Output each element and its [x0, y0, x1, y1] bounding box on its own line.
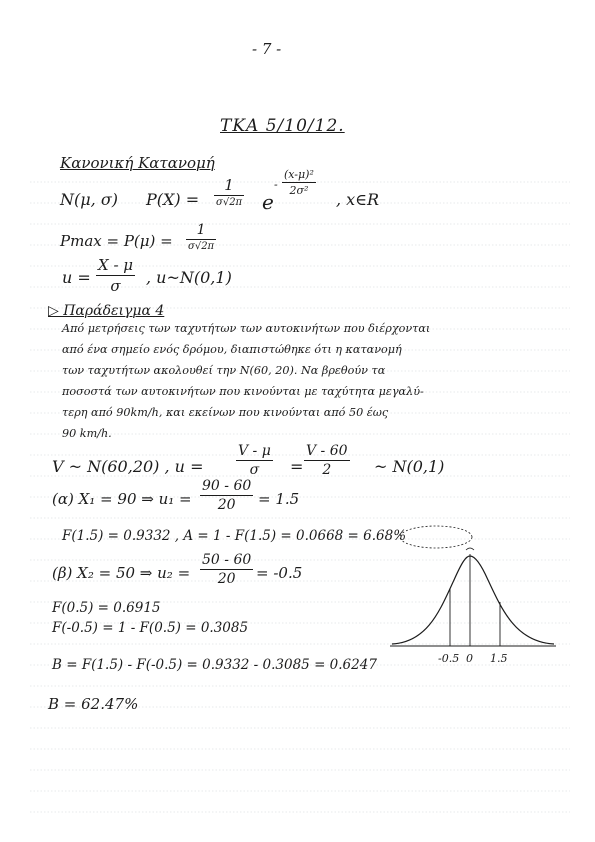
section-title: Κανονική Κατανομή: [60, 154, 215, 172]
example-line: των ταχυτήτων ακολουθεί την N(60, 20). Να βρεθούν τα: [62, 364, 386, 377]
part-b-numerator: 50 - 60: [202, 552, 252, 568]
part-b-bar: [200, 569, 253, 570]
v-distribution-left: V ~ N(60,20) , u =: [52, 457, 204, 476]
v-numerator-2: V - 60: [306, 443, 348, 459]
pdf-exponent: [282, 168, 316, 197]
mean-tick-mark: [466, 548, 474, 550]
part-a-numerator: 90 - 60: [202, 478, 252, 494]
page-number: - 7 -: [252, 40, 282, 58]
pdf-exp-base: e: [262, 190, 274, 214]
v-distribution-right: ~ N(0,1): [374, 457, 445, 476]
z-fraction-bar: [96, 275, 135, 276]
v-fraction-1: [236, 443, 273, 478]
example-line: τερη από 90km/h, και εκείνων που κινούνται από 50 έως: [62, 406, 389, 419]
part-b-denominator: 20: [217, 571, 236, 587]
part-b-setup: (β) X₂ = 50 ⇒ u₂ =: [52, 564, 191, 582]
pdf-fraction-bar: [214, 195, 244, 196]
pdf-exp-numerator: (x-μ)²: [284, 168, 314, 181]
pmax-fraction-bar: [186, 239, 216, 240]
pdf-fraction: [214, 176, 244, 208]
pmax-numerator: 1: [196, 222, 206, 238]
part-a-bar: [200, 495, 253, 496]
v-denominator-2: 2: [322, 462, 332, 478]
pdf-exp-denominator: 2σ²: [289, 184, 309, 197]
part-b-result: = -0.5: [256, 564, 303, 582]
example-heading: ▷ Παράδειγμα 4: [48, 303, 165, 319]
part-a-fraction: [200, 478, 253, 513]
z-denominator: σ: [110, 277, 121, 295]
curve-label-left: -0.5: [438, 652, 460, 665]
pdf-denominator: σ√2π: [216, 197, 243, 208]
part-b-final: B = 62.47%: [48, 695, 139, 713]
curve-label-right: 1.5: [490, 652, 508, 665]
pmax-formula: Pmax = P(μ) =: [60, 232, 173, 250]
example-line: 90 km/h.: [62, 427, 112, 440]
cdf-value-2: F(-0.5) = 1 - F(0.5) = 0.3085: [52, 620, 249, 636]
part-a-result: = 1.5: [258, 490, 300, 508]
z-formula-left: u =: [62, 268, 91, 287]
part-b-calculation: B = F(1.5) - F(-0.5) = 0.9332 - 0.3085 = 0.6247: [52, 657, 377, 673]
part-a-calculation: F(1.5) = 0.9332 , A = 1 - F(1.5) = 0.0668 = 6.68%: [62, 528, 407, 544]
bell-curve: [392, 556, 554, 644]
v-bar-2: [304, 460, 350, 461]
curve-label-center: 0: [466, 652, 473, 665]
pdf-exp-sign: -: [274, 178, 278, 191]
z-numerator: X - μ: [98, 256, 134, 274]
v-bar-1: [236, 460, 273, 461]
v-fraction-2: [304, 443, 350, 478]
part-a-setup: (α) X₁ = 90 ⇒ u₁ =: [52, 490, 192, 508]
z-formula-right: , u~N(0,1): [146, 268, 232, 287]
example-line: από ένα σημείο ενός δρόμου, διαπιστώθηκε ότι η κατανομή: [62, 343, 402, 356]
part-b-fraction: [200, 552, 253, 587]
v-numerator-1: V - μ: [238, 443, 271, 459]
pmax-denominator: σ√2π: [188, 241, 215, 252]
pdf-numerator: 1: [224, 176, 234, 194]
normal-curve-sketch: [388, 540, 558, 680]
v-denominator-1: σ: [249, 462, 260, 478]
date-header: ΤΚΑ 5/10/12.: [220, 116, 345, 136]
example-line: ποσοστά των αυτοκινήτων που κινούνται με ταχύτητα μεγαλύ-: [62, 385, 424, 398]
pdf-exp-bar: [282, 182, 316, 183]
cdf-value-1: F(0.5) = 0.6915: [52, 600, 161, 616]
part-a-denominator: 20: [217, 497, 236, 513]
pdf-domain: , x∈R: [336, 190, 380, 209]
z-fraction: [96, 256, 135, 295]
example-line: Από μετρήσεις των ταχυτήτων των αυτοκινήτων που διέρχονται: [62, 322, 431, 335]
pdf-normal-notation: N(μ, σ): [60, 190, 118, 209]
pmax-fraction: [186, 222, 216, 252]
pdf-px: P(X) =: [146, 190, 200, 209]
v-equals: =: [290, 457, 304, 476]
